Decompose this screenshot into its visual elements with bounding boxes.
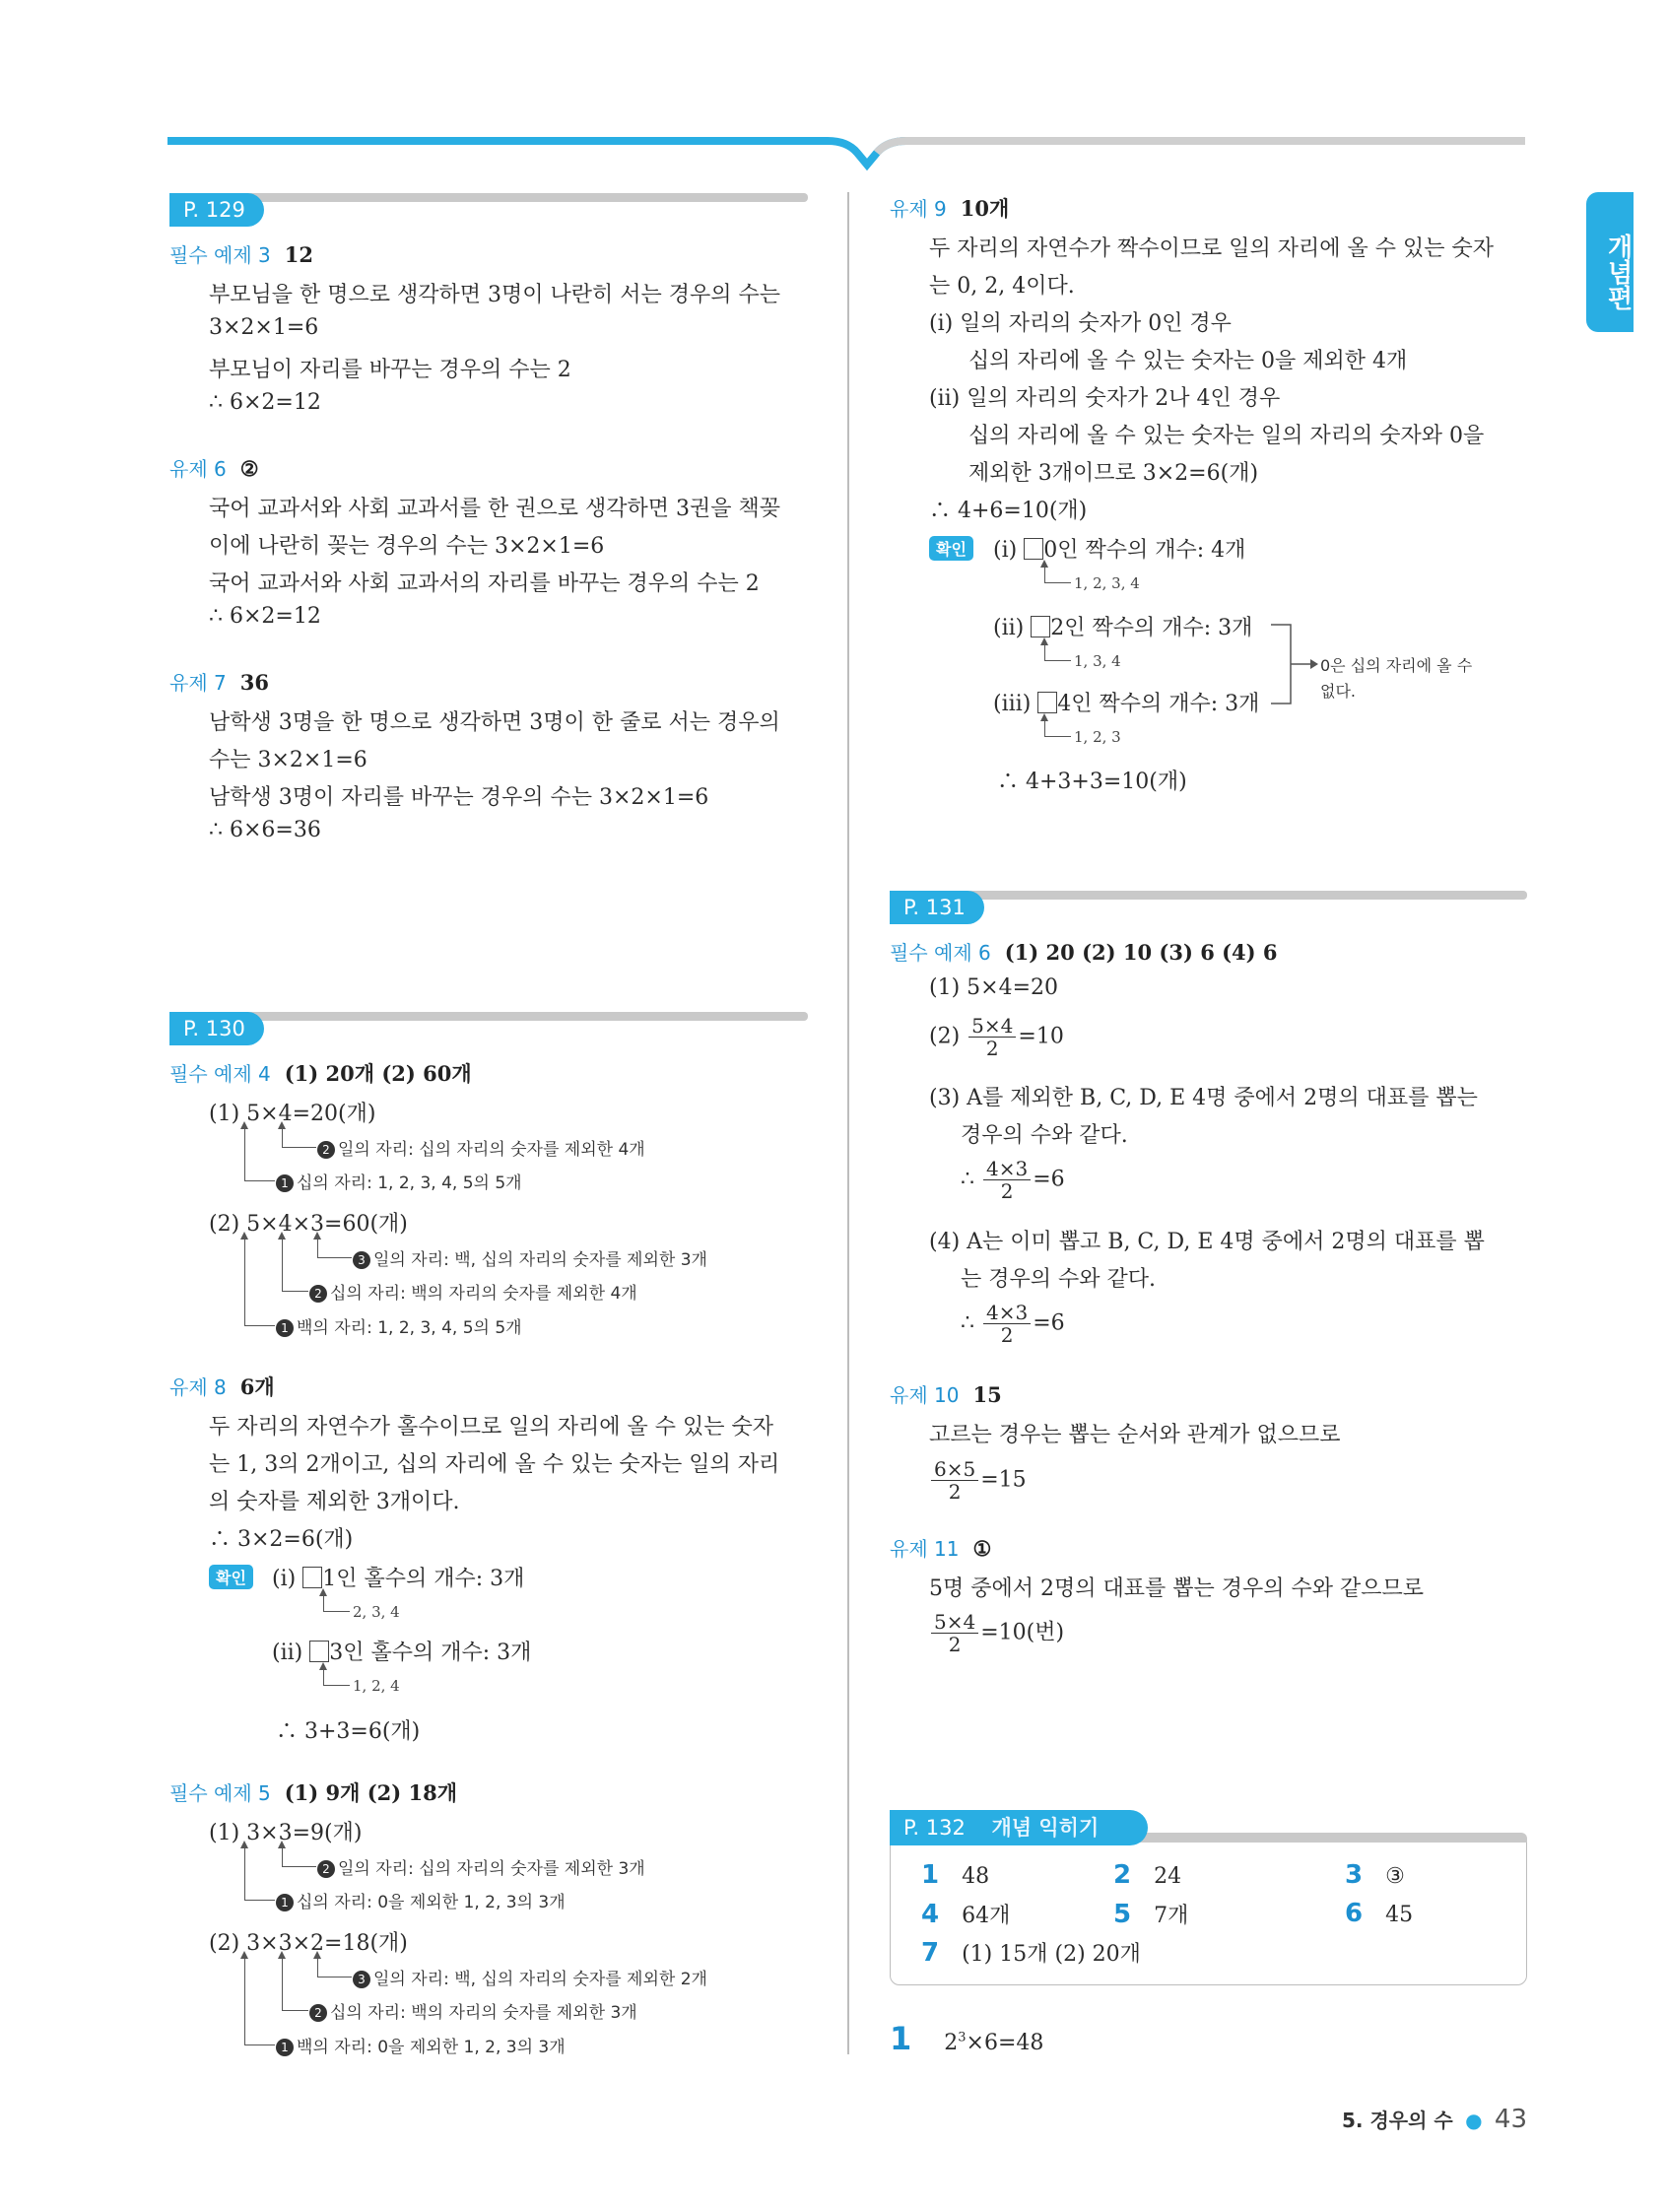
p132-answer-6: 6 45	[1345, 1899, 1414, 1928]
blank-box	[302, 1567, 322, 1588]
page-badge-129: P. 129	[169, 193, 808, 227]
q7-line1: 남학생 3명을 한 명으로 생각하면 3명이 한 줄로 서는 경우의	[209, 710, 780, 735]
q9-check2-stem	[1044, 642, 1071, 661]
q9-line1: 두 자리의 자연수가 짝수이므로 일의 자리에 올 수 있는 숫자	[929, 236, 1494, 261]
q8-check1-arrow	[319, 1588, 327, 1596]
q8-header: 유제 8 6개	[169, 1374, 275, 1399]
ex5-a2-note2: 2 십의 자리: 백의 자리의 숫자를 제외한 3개	[309, 1998, 637, 2023]
q8-check1-stem	[323, 1593, 350, 1612]
ex4-header: 필수 예제 4 (1) 20개 (2) 60개	[169, 1061, 472, 1086]
p132-answer-4: 4 64개	[921, 1900, 1011, 1929]
ex4-a2-arrow3	[313, 1232, 321, 1240]
q8-check1-sub: 2, 3, 4	[353, 1603, 400, 1621]
ex4-a2-arrow2	[278, 1232, 286, 1240]
p132-header	[890, 1810, 1148, 1845]
ex6-a4c: ∴ $\frac{4\times 3}{2}$ =6	[961, 1301, 1065, 1347]
p132-answer-3: 3 ③	[1345, 1860, 1405, 1890]
q9-line6: 십의 자리에 올 수 있는 숫자는 일의 자리의 숫자와 0을	[968, 424, 1485, 448]
q10-line1: 고르는 경우는 뽑는 순서와 관계가 없으므로	[929, 1423, 1341, 1447]
ex3-header: 필수 예제 3 12	[169, 242, 313, 267]
column-divider	[847, 192, 849, 2054]
ex4-a1-stem2	[282, 1126, 316, 1148]
page-badge-130: P. 130	[169, 1012, 808, 1045]
ex5-a2-stem3	[317, 1956, 352, 1977]
p132-solution-1: 1 $2^3\times 6=48$	[890, 2020, 1044, 2057]
q9-note: 0은 십의 자리에 올 수 없다.	[1320, 656, 1473, 701]
q9-line7: 제외한 3개이므로 3×2=6(개)	[968, 461, 1259, 486]
q11-line1: 5명 중에서 2명의 대표를 뽑는 경우의 수와 같으므로	[929, 1576, 1424, 1601]
ex6-a3b: 경우의 수와 같다.	[961, 1123, 1128, 1148]
ex6-a1: (1) 5×4=20	[929, 975, 1059, 1000]
ex5-a1-note1: 1 십의 자리: 0을 제외한 1, 2, 3의 3개	[276, 1888, 566, 1912]
q7-line4: ∴ 6×6=36	[209, 818, 321, 842]
ex4-a2-stem1	[244, 1237, 275, 1326]
q6-line4: ∴ 6×2=12	[209, 604, 321, 629]
q9-check2-sub: 1, 3, 4	[1074, 652, 1121, 670]
ex5-a2-stem2	[282, 1956, 308, 2011]
side-tab-label: 개념편	[1603, 234, 1633, 310]
ex6-header: 필수 예제 6 (1) 20 (2) 10 (3) 6 (4) 6	[890, 940, 1278, 965]
q10-header: 유제 10 15	[890, 1382, 1002, 1407]
fraction: $\frac{6\times 5}{2}$	[931, 1458, 978, 1503]
ex4-a2-stem3	[317, 1237, 352, 1258]
ex5-a1-arrow1	[240, 1841, 248, 1848]
q8-line4: ∴ 3×2=6(개)	[209, 1527, 354, 1552]
q7-line3: 남학생 3명이 자리를 바꾸는 경우의 수는 3×2×1=6	[209, 785, 709, 810]
p132-answer-7: 7 (1) 15개 (2) 20개	[921, 1938, 1141, 1968]
blank-box	[309, 1641, 329, 1662]
q8-check1: (ⅰ) 1인 홀수의 개수: 3개	[272, 1567, 525, 1591]
ex6-a3c: ∴ $\frac{4\times 3}{2}$ =6	[961, 1157, 1065, 1203]
q7-header: 유제 7 36	[169, 670, 269, 695]
p132-answer-2: 2 24	[1113, 1860, 1182, 1890]
ex4-a1-arrow2	[278, 1121, 286, 1129]
q8-check2-stem	[323, 1667, 350, 1686]
ex4-a2: (2) 5×4×3=60(개)	[209, 1212, 408, 1237]
q9-bracket	[1271, 621, 1320, 709]
ex4-a2-arrow1	[240, 1232, 248, 1240]
q9-check1: (ⅰ) 0인 짝수의 개수: 4개	[993, 538, 1246, 563]
footer-dot-icon: ●	[1465, 2109, 1483, 2132]
ex5-a2-note1: 1 백의 자리: 0을 제외한 1, 2, 3의 3개	[276, 2033, 566, 2057]
ex4-a1-stem1	[244, 1126, 275, 1181]
q9-line8: ∴ 4+6=10(개)	[929, 499, 1088, 523]
page-footer	[1342, 2105, 1527, 2134]
q9-check-badge: 확인	[929, 536, 973, 561]
q9-line5: (ⅱ) 일의 자리의 숫자가 2나 4인 경우	[929, 386, 1281, 411]
p132-answer-5: 5 7개	[1113, 1900, 1189, 1929]
ex5-a2-stem1	[244, 1956, 275, 2045]
ex5-header: 필수 예제 5 (1) 9개 (2) 18개	[169, 1780, 458, 1805]
ex3-line1: 부모님을 한 명으로 생각하면 3명이 나란히 서는 경우의 수는	[209, 283, 780, 307]
ex3-line3: 부모님이 자리를 바꾸는 경우의 수는 2	[209, 358, 571, 382]
q9-header: 유제 9 10개	[890, 196, 1010, 221]
fraction: $\frac{5\times 4}{2}$	[931, 1611, 978, 1655]
q11-header: 유제 11 ①	[890, 1536, 992, 1561]
ex6-a4a: (4) A는 이미 뽑고 B, C, D, E 4명 중에서 2명의 대표를 뽑	[929, 1230, 1485, 1254]
ex5-a2: (2) 3×3×2=18(개)	[209, 1931, 408, 1956]
q6-line2: 이에 나란히 꽂는 경우의 수는 3×2×1=6	[209, 534, 605, 559]
ex5-a2-arrow2	[278, 1951, 286, 1959]
blank-box	[1031, 616, 1050, 637]
side-tab	[1586, 192, 1634, 332]
ex5-a1-note2: 2 일의 자리: 십의 자리의 숫자를 제외한 3개	[317, 1854, 645, 1879]
ex4-a2-note3: 3 일의 자리: 백, 십의 자리의 숫자를 제외한 3개	[353, 1245, 707, 1270]
ex4-a2-note1: 1 백의 자리: 1, 2, 3, 4, 5의 5개	[276, 1313, 522, 1338]
ex5-a2-note3: 3 일의 자리: 백, 십의 자리의 숫자를 제외한 2개	[353, 1965, 707, 1989]
q9-line3: (ⅰ) 일의 자리의 숫자가 0인 경우	[929, 311, 1232, 336]
fraction: $\frac{5\times 4}{2}$	[968, 1015, 1016, 1059]
q9-check2: (ⅱ) 2인 짝수의 개수: 3개	[993, 616, 1253, 640]
ex4-a1-note1: 1 십의 자리: 1, 2, 3, 4, 5의 5개	[276, 1169, 522, 1193]
q8-check-badge: 확인	[209, 1565, 253, 1589]
q9-sum: ∴ 4+3+3=10(개)	[997, 770, 1187, 794]
blank-box	[1037, 692, 1057, 713]
q9-check2-arrow	[1040, 637, 1048, 645]
q10-line2: $\frac{6\times 5}{2}$ =15	[929, 1458, 1027, 1503]
q8-check2-sub: 1, 2, 4	[353, 1677, 400, 1695]
q9-line4: 십의 자리에 올 수 있는 숫자는 0을 제외한 4개	[968, 349, 1408, 373]
q9-check1-sub: 1, 2, 3, 4	[1074, 574, 1140, 592]
q11-line2: $\frac{5\times 4}{2}$ =10(번)	[929, 1611, 1064, 1655]
ex3-line2: 3×2×1=6	[209, 315, 319, 340]
q7-line2: 수는 3×2×1=6	[209, 748, 367, 772]
q6-header: 유제 6 ②	[169, 456, 259, 481]
q6-line1: 국어 교과서와 사회 교과서를 한 권으로 생각하면 3권을 책꽂	[209, 497, 780, 521]
ex5-a1: (1) 3×3=9(개)	[209, 1821, 363, 1845]
solution-1-expression: $2^3\times 6=48$	[944, 2030, 1044, 2055]
p132-page-label: P. 132	[903, 1816, 966, 1840]
q8-check2-arrow	[319, 1662, 327, 1670]
q8-line1: 두 자리의 자연수가 홀수이므로 일의 자리에 올 수 있는 숫자	[209, 1415, 773, 1440]
footer-page-number: 43	[1494, 2105, 1527, 2134]
q6-line3: 국어 교과서와 사회 교과서의 자리를 바꾸는 경우의 수는 2	[209, 571, 760, 596]
fraction: $\frac{4\times 3}{2}$	[983, 1158, 1031, 1202]
q9-check3: (ⅲ) 4인 짝수의 개수: 3개	[993, 692, 1260, 716]
q9-check3-sub: 1, 2, 3	[1074, 728, 1121, 746]
p132-title: 개념 익히기	[991, 1816, 1100, 1840]
ex5-a2-arrow3	[313, 1951, 321, 1959]
q9-check3-stem	[1044, 718, 1071, 737]
page-badge-131: P. 131	[890, 891, 1527, 924]
header-rule	[167, 133, 1527, 172]
fraction: $\frac{4\times 3}{2}$	[983, 1302, 1031, 1346]
q9-line2: 는 0, 2, 4이다.	[929, 274, 1075, 299]
ex4-a2-stem2	[282, 1237, 308, 1292]
footer-chapter: 5. 경우의 수	[1342, 2109, 1453, 2132]
q8-check-sum: ∴ 3+3=6(개)	[276, 1719, 421, 1744]
q8-check2: (ⅱ) 3인 홀수의 개수: 3개	[272, 1641, 532, 1665]
ex5-a1-arrow2	[278, 1841, 286, 1848]
ex4-a2-note2: 2 십의 자리: 백의 자리의 숫자를 제외한 4개	[309, 1279, 637, 1304]
ex3-line4: ∴ 6×2=12	[209, 390, 321, 415]
p132-answer-1: 1 48	[921, 1860, 990, 1890]
ex6-a4b: 는 경우의 수와 같다.	[961, 1267, 1156, 1292]
q9-check1-arrow	[1040, 560, 1048, 568]
q9-check3-arrow	[1040, 713, 1048, 721]
ex5-a1-stem2	[282, 1845, 316, 1867]
ex5-a2-arrow1	[240, 1951, 248, 1959]
q9-check1-stem	[1044, 565, 1071, 583]
ex6-a2: (2) $\frac{5\times 4}{2}$ =10	[929, 1014, 1064, 1060]
q8-line3: 의 숫자를 제외한 3개이다.	[209, 1490, 460, 1514]
ex5-a1-stem1	[244, 1845, 275, 1901]
blank-box	[1024, 538, 1043, 560]
ex6-a3a: (3) A를 제외한 B, C, D, E 4명 중에서 2명의 대표를 뽑는	[929, 1086, 1478, 1110]
ex4-a1-arrow1	[240, 1121, 248, 1129]
ex4-a1-note2: 2 일의 자리: 십의 자리의 숫자를 제외한 4개	[317, 1135, 645, 1160]
q8-line2: 는 1, 3의 2개이고, 십의 자리에 올 수 있는 숫자는 일의 자리	[209, 1452, 780, 1477]
ex4-a1: (1) 5×4=20(개)	[209, 1102, 376, 1126]
